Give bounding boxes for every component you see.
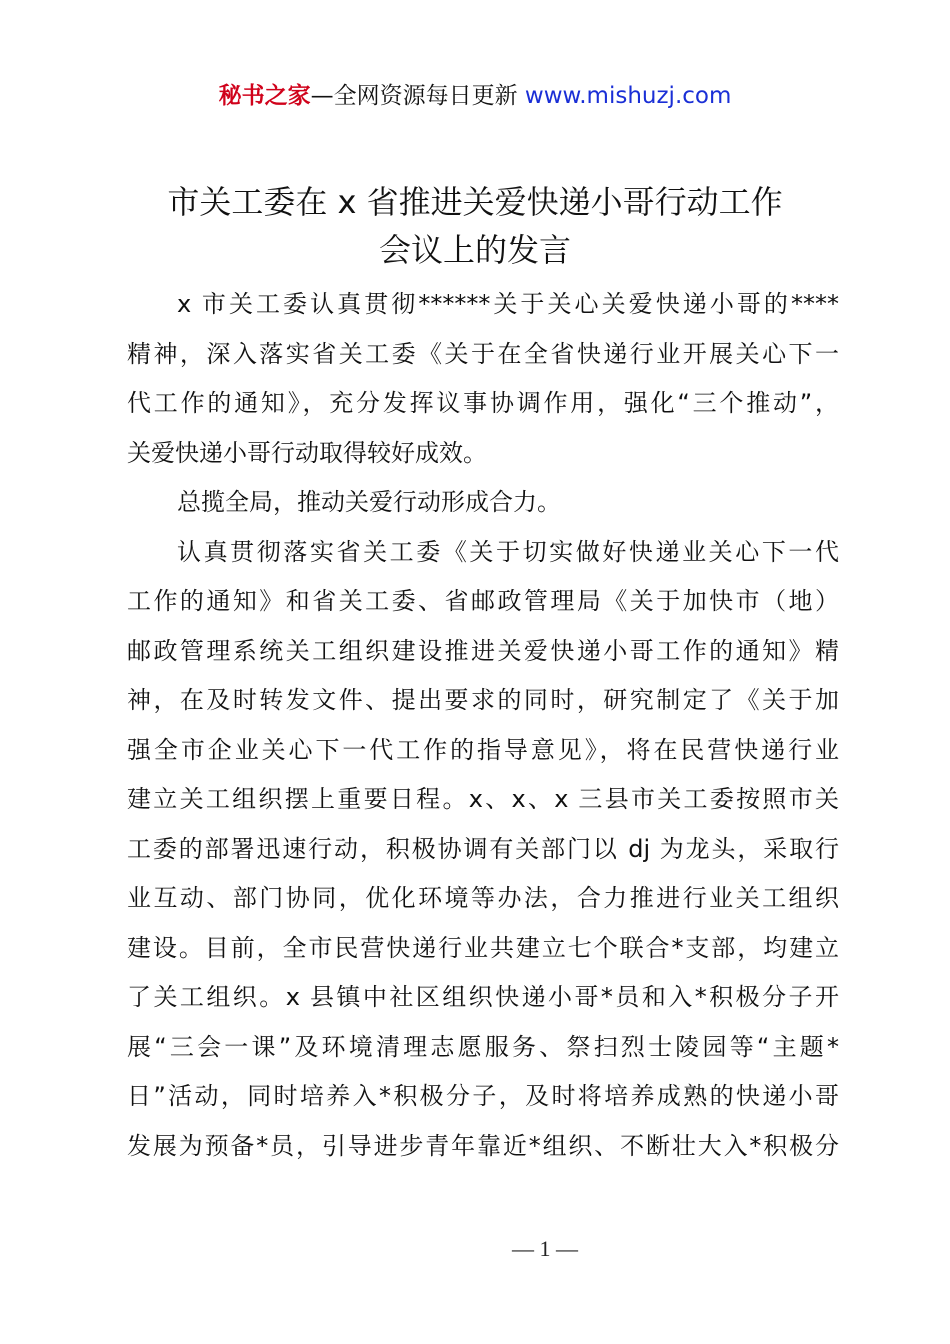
body-line: 邮政管理系统关工组织建设推进关爱快递小哥工作的通知》精 — [127, 636, 839, 665]
header-tagline: —全网资源每日更新 — [310, 83, 525, 109]
body-line: x 市关工委认真贯彻******关于关心关爱快递小哥的**** — [177, 290, 839, 318]
page-number: — 1 — — [512, 1236, 578, 1261]
document-title — [0, 178, 950, 274]
body-line: 代工作的通知》，充分发挥议事协调作用，强化“三个推动”， — [127, 389, 839, 417]
body-line: 神，在及时转发文件、提出要求的同时，研究制定了《关于加 — [127, 686, 839, 714]
body-line: 工作的通知》和省关工委、省邮政管理局《关于加快市（地） — [127, 587, 839, 615]
body-line: 建设。目前，全市民营快递行业共建立七个联合*支部，均建立 — [127, 933, 839, 962]
brand-name: 秘书之家 — [218, 83, 311, 109]
body-line: 强全市企业关心下一代工作的指导意见》，将在民营快递行业 — [127, 735, 839, 764]
title-line: 市关工委在 x 省推进关爱快递小哥行动工作 — [167, 183, 783, 221]
title-line: 会议上的发言 — [378, 231, 571, 269]
body-line: 业互动、部门协同，优化环境等办法，合力推进行业关工组织 — [127, 884, 839, 912]
body-line: 建立关工组织摆上重要日程。x、x、x 三县市关工委按照市关 — [127, 785, 839, 813]
body-line: 日”活动，同时培养入*积极分子，及时将培养成熟的快递小哥 — [127, 1082, 839, 1110]
body-line: 了关工组织。x 县镇中社区组织快递小哥*员和入*积极分子开 — [127, 983, 839, 1011]
body-line: 认真贯彻落实省关工委《关于切实做好快递业关心下一代 — [177, 537, 839, 566]
body-line: 关爱快递小哥行动取得较好成效。 — [127, 438, 487, 467]
body-line: 发展为预备*员，引导进步青年靠近*组织、不断壮大入*积极分 — [127, 1131, 839, 1160]
document-body — [127, 280, 839, 1171]
body-line: 工委的部署迅速行动，积极协调有关部门以 dj 为龙头，采取行 — [127, 834, 839, 863]
body-line: 展“三会一课”及环境清理志愿服务、祭扫烈士陵园等“主题* — [127, 1032, 839, 1061]
section-heading: 总揽全局，推动关爱行动形成合力。 — [177, 488, 561, 516]
site-header — [0, 80, 950, 112]
body-line: 精神，深入落实省关工委《关于在全省快递行业开展关心下一 — [127, 339, 839, 368]
site-url-link[interactable]: www.mishuzj.com — [524, 83, 732, 109]
